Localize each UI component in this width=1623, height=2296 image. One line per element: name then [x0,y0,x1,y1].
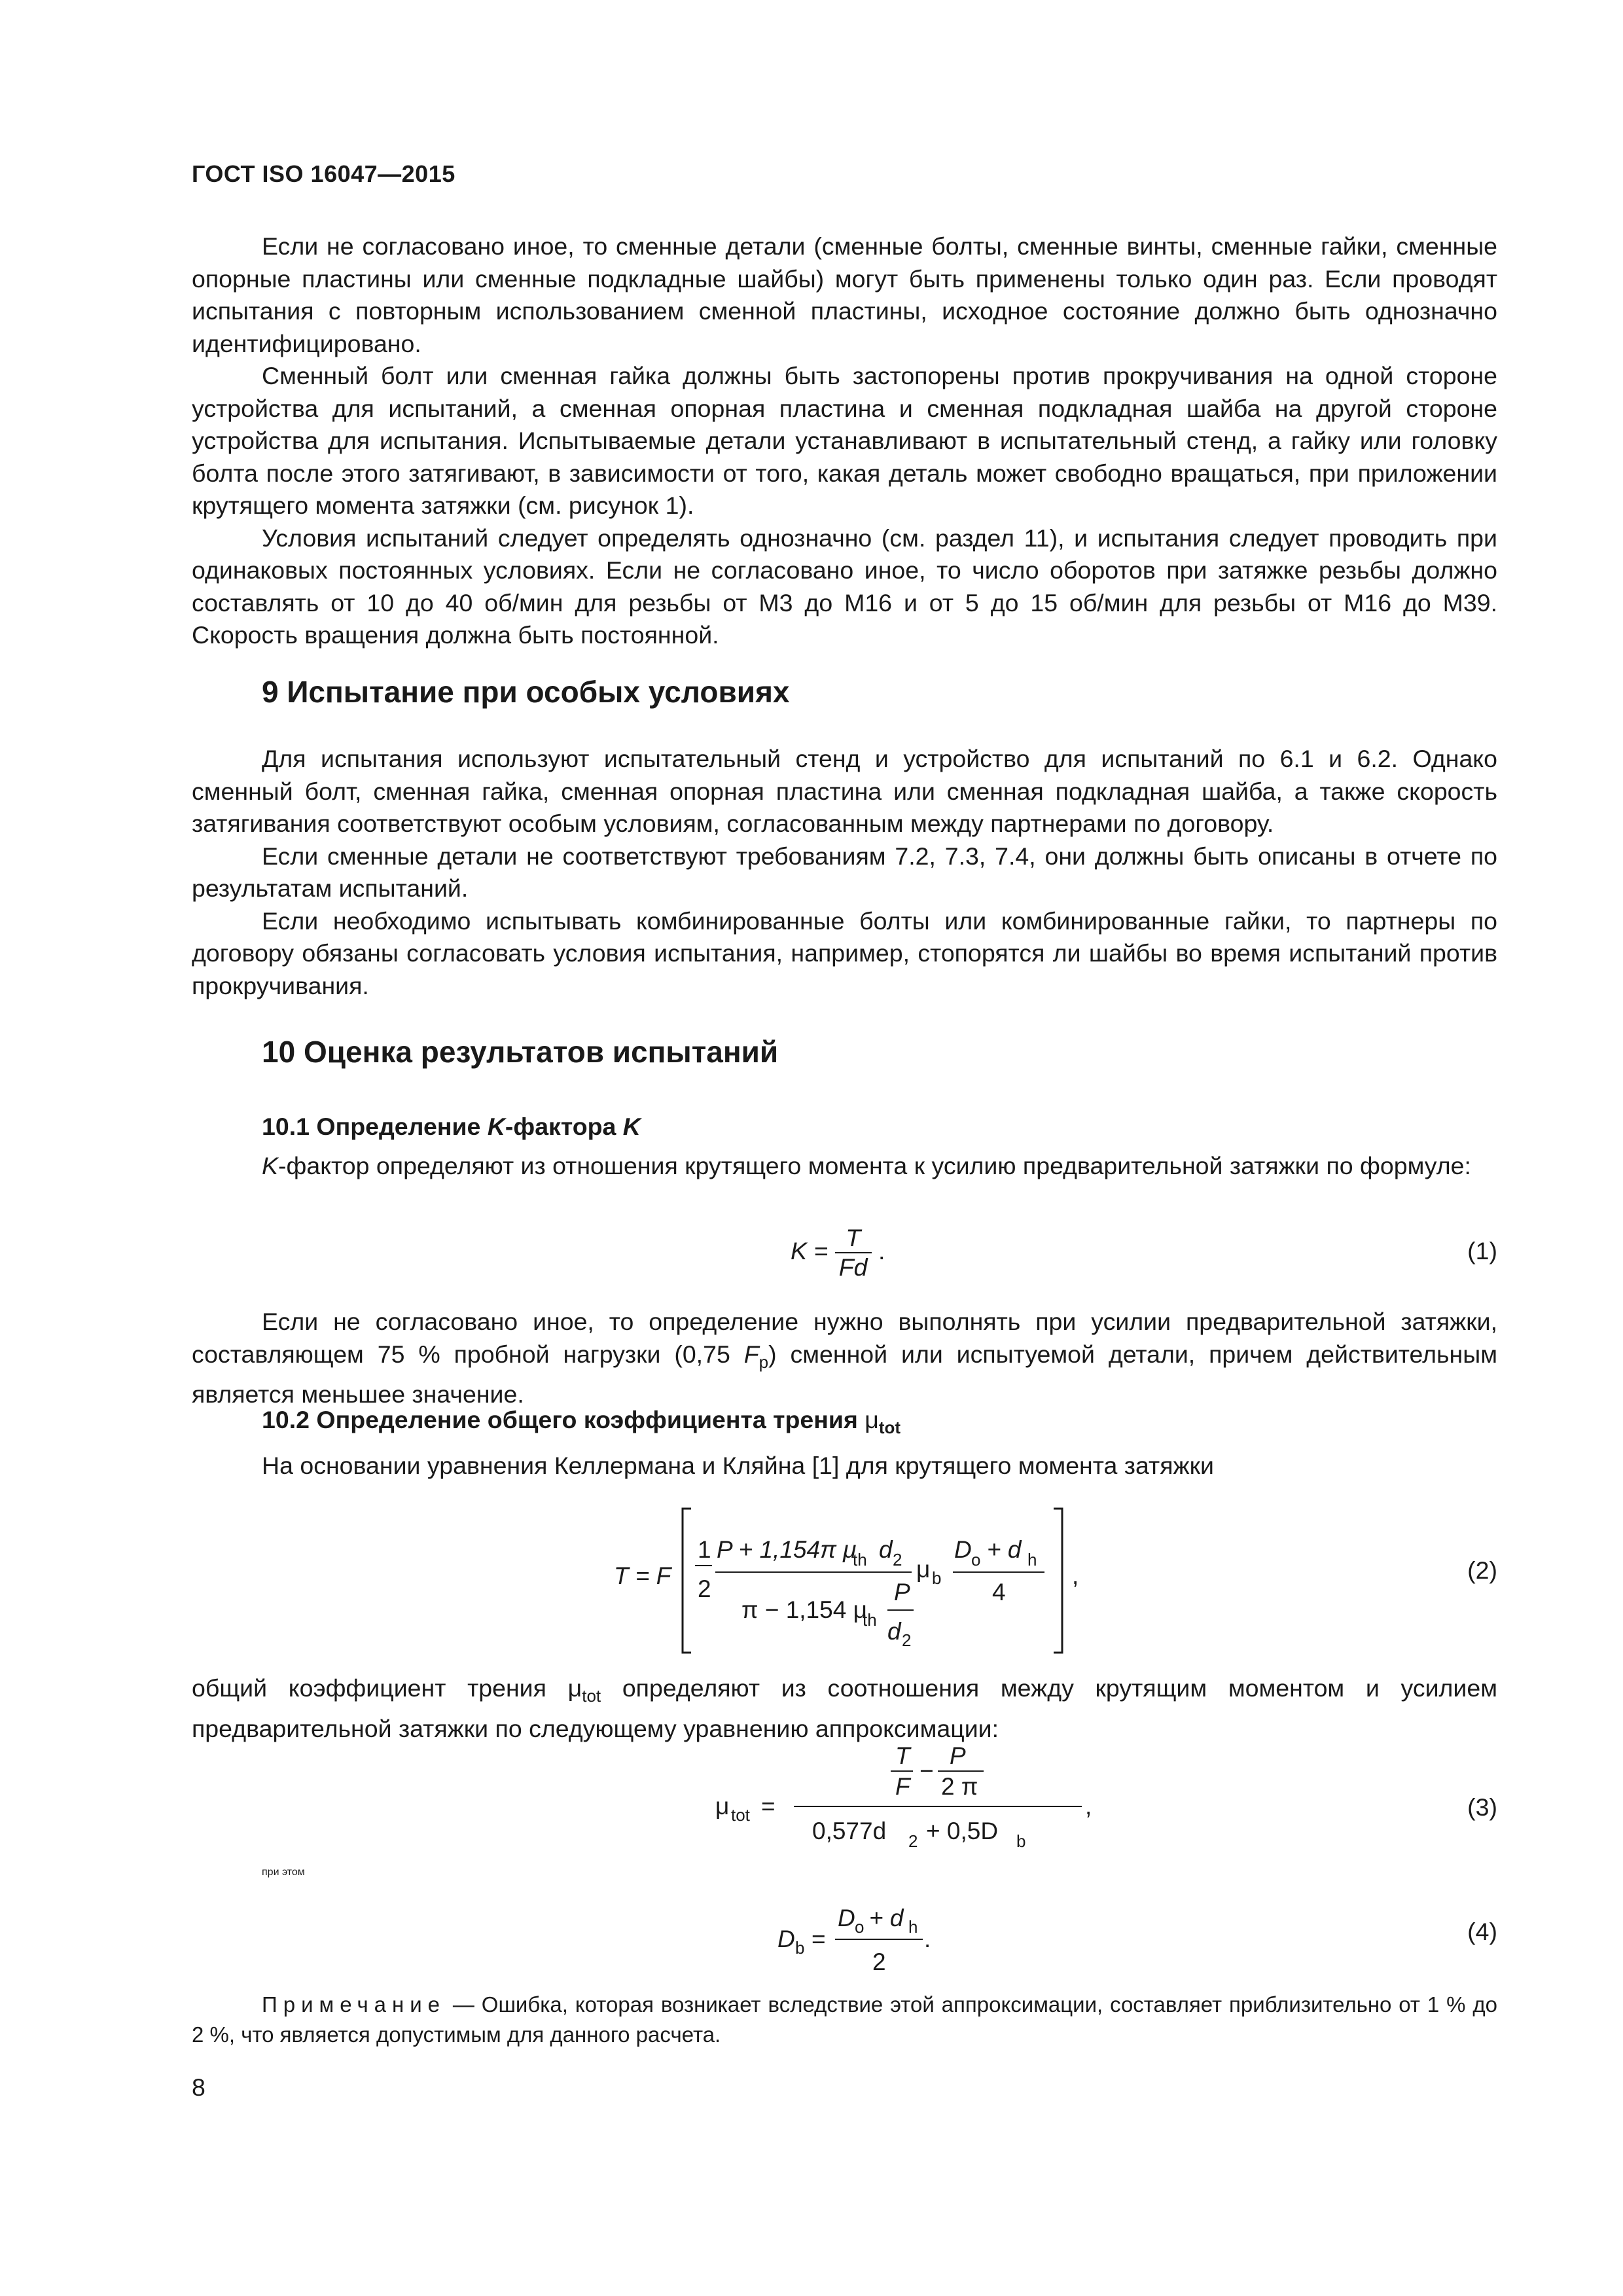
equation-2-graphic [614,1505,1308,1656]
equation-1-number: (1) [1467,1237,1497,1265]
paragraph: общий коэффициент трения $\mu_{tot}$ определяют из соотношения между крутящим моментом и усилием предварительной затяжки по следующему уравнению аппроксимации: [192,1674,1498,1742]
friction-text [192,1672,1497,1745]
note-paragraph: Примечание — Ошибка, которая возникает вследствие этой аппроксимации, составляет приблизительно от 1 % до 2 %, что является допустимым для данного расчета. [192,1992,1497,2047]
k-factor-text [192,1150,1497,1183]
eq4-num-D-sub: o [855,1917,865,1937]
eq2-half-den: 2 [698,1575,711,1602]
paragraph: K-фактор определяют из отношения крутящего момента к усилию предварительной затяжки по формуле: [262,1152,1471,1179]
pri-etom: при этом [262,1867,305,1878]
eq2-lhs: T = F [614,1562,671,1589]
eq2-mu-b: μ [916,1556,931,1583]
eq3-minus: − [919,1757,934,1784]
paragraph: На основании уравнения Келлермана и Кляйна [1] для крутящего момента затяжки [262,1452,1214,1479]
paragraph: Если необходимо испытывать комбинированные болты или комбинированные гайки, то партнеры по договору обязаны согласовать условия испытания, например, стопорятся ли шайбы во время испытаний против прокручивания. [192,906,1497,999]
eq4-D: D [777,1926,795,1952]
paragraph: Если не согласовано иное, то сменные детали (сменные болты, сменные винты, сменные гайки, сменные опорные пластины или сменные подкладные шайбы) могут быть применены только один раз. Если проводят испытания с повторным использованием сменной пластины, исходное состояние должно быть однозначно идентифицировано. [192,232,1497,357]
subsection-10-2-heading: 10.2 Определение общего коэффициента трения $\mu_{tot}$ [262,1406,901,1437]
equation-2-number: (2) [1467,1556,1497,1584]
paragraph: Для испытания используют испытательный стенд и устройство для испытаний по 6.1 и 6.2. Однако сменный болт, сменная гайка, сменная опорная пластина или сменная подкладная шайба, а также скорость затягивания соответствуют особым условиям, согласованным между партнерами по договору. [192,745,1497,837]
eq2-f2-den: 4 [992,1579,1006,1605]
eq2-num-d: d [879,1536,893,1563]
eq4-D-sub: b [795,1938,805,1958]
eq3-F: F [895,1773,910,1800]
eq2-tail: , [1072,1562,1079,1589]
eq2-f2-D-sub: o [971,1550,981,1570]
intro-text [192,230,1497,652]
document-header: ГОСТ ISO 16047—2015 [192,160,455,187]
eq4-num-h-sub: h [908,1917,918,1937]
equation-4 [777,1901,1039,1980]
eq3-mu-sub: tot [731,1805,750,1825]
eq3-den-a: 0,577d [812,1818,887,1844]
eq2-num-a: P + 1,154π μ [717,1536,857,1563]
eq2-den-a: π − 1,154 μ [741,1596,867,1623]
page-number: 8 [192,2073,205,2101]
paragraph: Если не согласовано иное, то определение нужно выполнять при усилии предварительной затяжки, составляющем 75 % пробной нагрузки (0,75 $F_p$) сменной или испытуемой детали, причем действительным является меньшее значение. [192,1308,1498,1408]
eq4-tail: . [924,1926,931,1952]
equation-2 [614,1505,1308,1656]
eq2-den-P: P [894,1579,910,1605]
eq2-den-d: d [887,1618,901,1645]
eq3-2pi: 2 π [941,1773,978,1800]
eq4-num-D: D [838,1905,855,1931]
eq2-num-sub: th [853,1550,867,1570]
eq4-eq: = [812,1926,826,1952]
eq3-den-plus: + 0,5D [926,1818,999,1844]
eq2-half-num: 1 [698,1536,711,1563]
section-9-text [192,743,1497,1002]
equation-3-graphic [715,1741,1173,1852]
paragraph: Если сменные детали не соответствуют требованиям 7.2, 7.3, 7.4, они должны быть описаны в отчете по результатам испытаний. [192,842,1497,902]
eq3-den-b-sub: b [1016,1831,1026,1851]
equation-3 [715,1741,1173,1852]
eq3-eq: = [761,1793,776,1820]
eq2-f2-plus: + d [987,1536,1022,1563]
left-bracket [683,1509,691,1653]
note-label: Примечание [262,1992,446,2017]
right-bracket [1054,1509,1062,1653]
k-factor-condition [192,1306,1497,1411]
eq2-den-sub: th [863,1610,877,1630]
eq2-f2-dh-sub: h [1027,1550,1037,1570]
paragraph: Условия испытаний следует определять однозначно (см. раздел 11), и испытания следует проводить при одинаковых постоянных условиях. Если не согласовано иное, то число оборотов при затяжке резьбы должно составлять от 10 до 40 об/мин для резьбы от М3 до М16 и от 5 до 15 об/мин для резьбы от М16 до М39. Скорость вращения должна быть постоянной. [192,524,1497,649]
eq2-den-d-sub: 2 [902,1630,912,1650]
note [192,1990,1497,2050]
equation-1: K = $\frac{T}{Fd}$ . [791,1224,885,1281]
eq3-tail: , [1085,1793,1092,1820]
section-10-heading: 10 Оценка результатов испытаний [262,1035,779,1069]
kellermann-text [192,1450,1497,1482]
paragraph: Сменный болт или сменная гайка должны быть застопорены против прокручивания на одной стороне устройства для испытаний, а сменная опорная пластина и сменная подкладная шайба на другой стороне устройства для испытания. Испытываемые детали устанавливают в испытательный стенд, а гайку или головку болта после этого затягивают, в зависимости от того, какая деталь может свободно вращаться, при приложении крутящего момента затяжки (см. рисунок 1). [192,362,1497,519]
eq2-mu-b-sub: b [932,1568,942,1588]
equation-4-number: (4) [1467,1918,1497,1945]
equation-3-number: (3) [1467,1793,1497,1821]
eq2-num-d-sub: 2 [893,1550,902,1570]
eq3-T: T [895,1742,910,1769]
eq4-den: 2 [872,1948,886,1975]
eq3-mu: μ [715,1793,730,1820]
subsection-10-1-heading: 10.1 Определение K-фактора K [262,1113,641,1140]
eq3-P: P [950,1742,966,1769]
eq4-num-plus: + d [869,1905,904,1931]
equation-4-graphic [777,1901,1039,1980]
eq2-f2-D: D [954,1536,972,1563]
fraction: $\frac{T}{Fd}$ [835,1224,872,1282]
document-page [192,0,1497,2296]
eq3-den-a-sub: 2 [908,1831,918,1851]
section-9-heading: 9 Испытание при особых условиях [262,675,790,709]
